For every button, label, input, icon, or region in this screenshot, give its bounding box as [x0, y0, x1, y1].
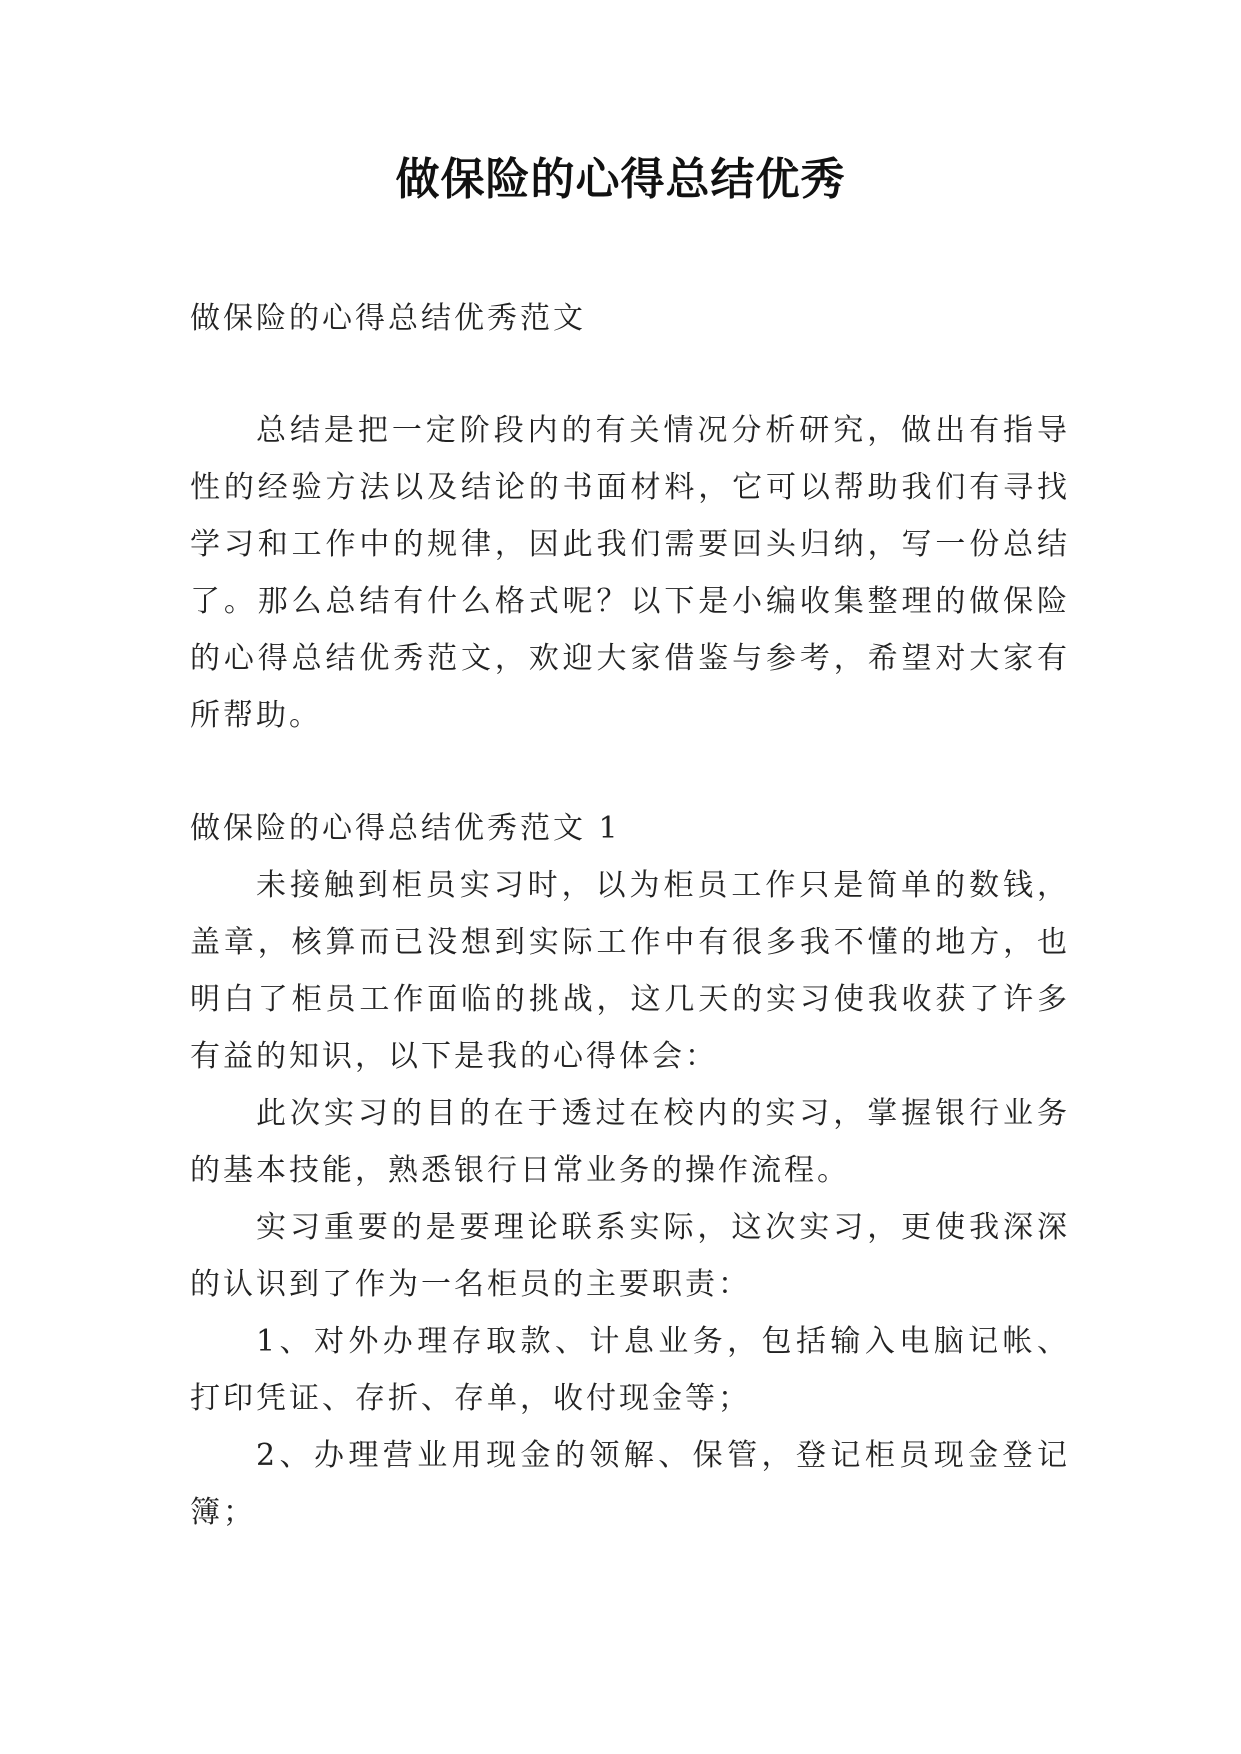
- spacer: [190, 744, 1070, 800]
- section-heading: 做保险的心得总结优秀范文 1: [190, 811, 621, 846]
- document-title: 做保险的心得总结优秀: [395, 154, 846, 205]
- spacer: [190, 347, 1070, 402]
- document-subtitle: 做保险的心得总结优秀范文: [190, 301, 586, 336]
- list-item: 2、办理营业用现金的领解、保管，登记柜员现金登记簿；: [190, 1438, 1070, 1530]
- body-paragraph: 此次实习的目的在于透过在校内的实习，掌握银行业务的基本技能，熟悉银行日常业务的操作流程。: [190, 1096, 1070, 1188]
- list-item: 1、对外办理存取款、计息业务，包括输入电脑记帐、打印凭证、存折、存单，收付现金等；: [190, 1324, 1070, 1416]
- body-paragraph: 未接触到柜员实习时，以为柜员工作只是简单的数钱，盖章，核算而已没想到实际工作中有很多我不懂的地方，也明白了柜员工作面临的挑战，这几天的实习使我收获了许多有益的知识，以下是我的心得体会：: [190, 868, 1070, 1074]
- intro-paragraph: 总结是把一定阶段内的有关情况分析研究，做出有指导性的经验方法以及结论的书面材料，它可以帮助我们有寻找学习和工作中的规律，因此我们需要回头归纳，写一份总结了。那么总结有什么格式呢？以下是小编收集整理的做保险的心得总结优秀范文，欢迎大家借鉴与参考，希望对大家有所帮助。: [190, 413, 1070, 733]
- body-paragraph: 实习重要的是要理论联系实际，这次实习，更使我深深的认识到了作为一名柜员的主要职责：: [190, 1210, 1070, 1302]
- document-body: [190, 290, 1070, 1541]
